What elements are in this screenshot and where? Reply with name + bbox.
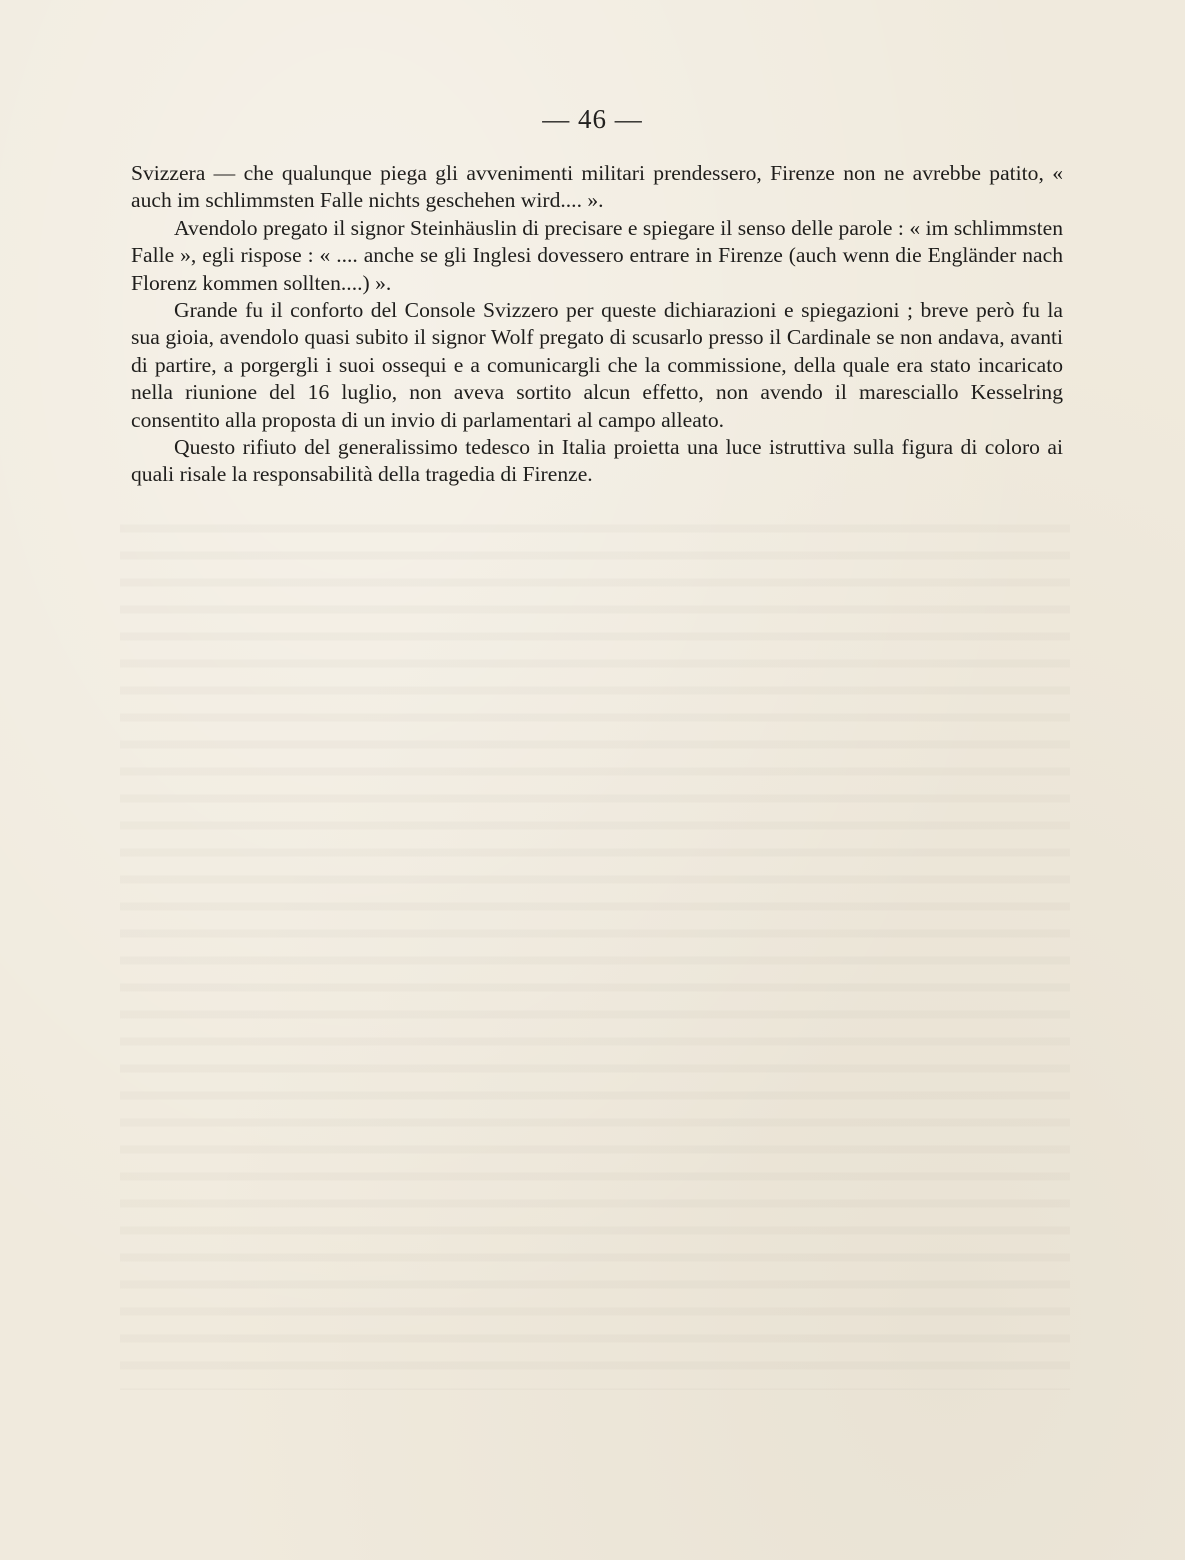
- paragraph: Questo rifiuto del generalissimo tedesco in Italia proietta una luce istruttiva sulla figura di coloro ai quali risale la responsabilità della tragedia di Firenze.: [131, 435, 1063, 487]
- page-number: — 46 —: [542, 104, 643, 134]
- body-text: [131, 160, 1063, 489]
- show-through-text: [120, 510, 1070, 1390]
- paragraph: Avendolo pregato il signor Steinhäuslin di precisare e spiegare il senso delle parole : « im schlimmsten Falle », egli rispose : « .... anche se gli Inglesi dovessero entrare in Firenze (auch wenn die Engländer nach Florenz kommen sollten....) ».: [131, 215, 1063, 295]
- paragraph: Svizzera — che qualunque piega gli avvenimenti militari prendessero, Firenze non ne avrebbe patito, « auch im schlimmsten Falle nichts geschehen wird.... ».: [131, 161, 1063, 213]
- paragraph: Grande fu il conforto del Console Svizzero per queste dichiarazioni e spiegazioni ; breve però fu la sua gioia, avendolo quasi subito il signor Wolf pregato di scusarlo presso il Cardinale se non andava, avanti di partire, a porgergli i suoi ossequi e a comunicargli che la commissione, della quale era stato incaricato nella riunione del 16 luglio, non aveva sortito alcun effetto, non avendo il maresciallo Kesselring consentito alla proposta di un invio di parlamentari al campo alleato.: [131, 298, 1063, 432]
